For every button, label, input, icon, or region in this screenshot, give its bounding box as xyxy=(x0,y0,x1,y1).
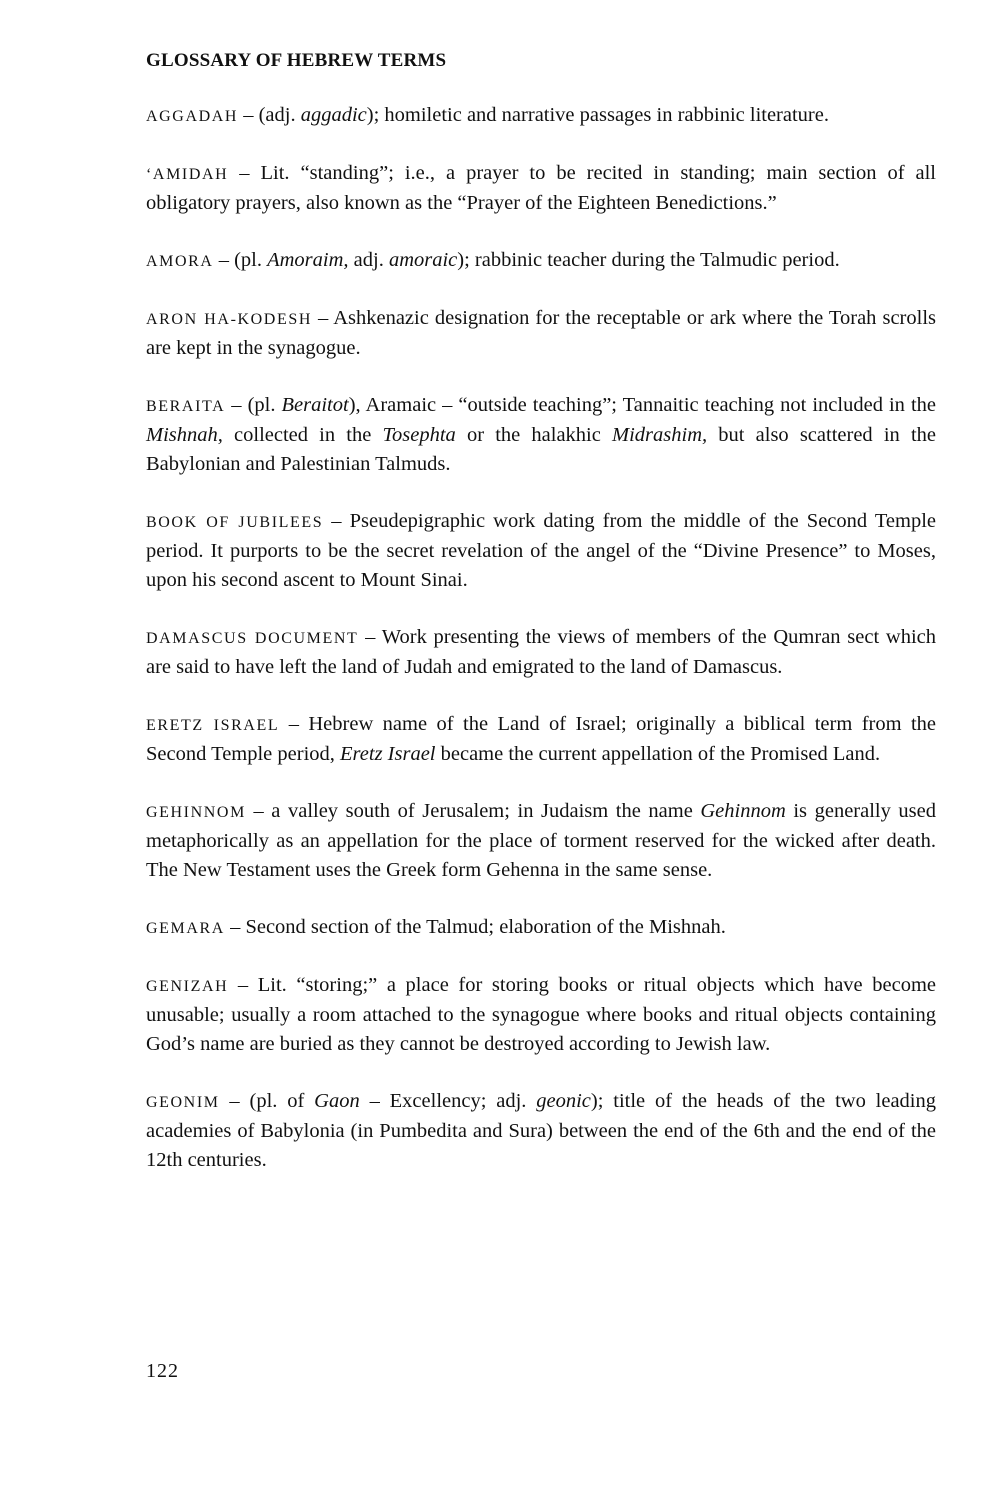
glossary-entry xyxy=(146,797,936,885)
glossary-term: ‘AMIDAH xyxy=(146,166,229,183)
term-separator: – xyxy=(228,974,258,996)
term-separator: – xyxy=(245,800,272,822)
term-separator: – xyxy=(238,104,259,126)
term-separator: – xyxy=(228,162,261,184)
glossary-term: GENIZAH xyxy=(146,978,229,995)
definition-text: Ashkenazic designation for the receptable or ark where the Torah scrolls are kept in the synagogue. xyxy=(146,307,936,359)
glossary-entry xyxy=(146,391,936,479)
italic-term: Mishnah, xyxy=(146,424,223,446)
definition-text: Second section of the Talmud; elaboration of the Mishnah. xyxy=(245,916,726,938)
definition-text: (adj. xyxy=(258,104,301,126)
italic-term: geonic xyxy=(536,1090,591,1112)
definition-text: ); title of the heads of the two leading academies of Babylonia (in Pumbedita and Sura) between the end of the 6th and the end of the 12th centuries. xyxy=(146,1090,936,1171)
glossary-term: DAMASCUS DOCUMENT xyxy=(146,630,359,647)
glossary-term: GEMARA xyxy=(146,920,225,937)
glossary-term: BOOK OF JUBILEES xyxy=(146,514,324,531)
glossary-entry xyxy=(146,710,936,769)
italic-term: amoraic xyxy=(388,249,458,271)
glossary-term: GEHINNOM xyxy=(146,804,246,821)
glossary-entry xyxy=(146,1087,936,1175)
page-number: 122 xyxy=(146,1360,179,1382)
glossary-term: BERAITA xyxy=(146,398,226,415)
glossary-entry xyxy=(146,304,936,363)
term-separator: – xyxy=(224,916,246,938)
italic-term: Gaon xyxy=(314,1090,360,1112)
italic-term: aggadic xyxy=(300,104,367,126)
definition-text: adj. xyxy=(348,249,389,271)
definition-text: but also scattered in the Babylonian and Palestinian Talmuds. xyxy=(146,424,936,475)
italic-term: Amoraim, xyxy=(267,249,349,271)
definition-text: ); rabbinic teacher during the Talmudic period. xyxy=(457,249,840,271)
glossary-term: GEONIM xyxy=(146,1094,220,1111)
term-separator: – xyxy=(219,1090,250,1112)
definition-text: (pl. xyxy=(247,394,282,416)
definition-text: a valley south of Jerusalem; in Judaism the name xyxy=(271,800,701,822)
page-title: GLOSSARY OF HEBREW TERMS xyxy=(146,50,447,71)
definition-text: or the halakhic xyxy=(455,424,613,446)
glossary-term: AMORA xyxy=(146,253,214,270)
glossary-entry xyxy=(146,913,936,943)
term-separator: – xyxy=(225,394,248,416)
glossary-term: ARON HA-KODESH xyxy=(146,311,312,328)
glossary-entry xyxy=(146,159,936,218)
glossary-entry xyxy=(146,623,936,682)
glossary-entry xyxy=(146,101,936,131)
definition-text: Pseudepigraphic work dating from the middle of the Second Temple period. It purports to be the secret revelation of the angel of the “Divine Presence” to Moses, upon his second ascent to Mount Sinai. xyxy=(146,510,937,591)
italic-term: Beraitot xyxy=(281,394,349,416)
definition-text: Lit. “standing”; i.e., a prayer to be recited in standing; main section of all obligatory prayers, also known as the “Prayer of the Eighteen Benedictions.” xyxy=(146,162,937,214)
definition-text: collected in the xyxy=(222,424,383,446)
glossary-page xyxy=(146,48,936,1203)
definition-text: (pl. xyxy=(234,249,268,271)
definition-text: ), Aramaic – “outside teaching”; Tannaitic teaching not included in the xyxy=(348,394,936,416)
definition-text: – Excellency; adj. xyxy=(359,1090,537,1112)
italic-term: Tosephta xyxy=(382,424,456,446)
term-separator: – xyxy=(311,307,334,329)
glossary-term: AGGADAH xyxy=(146,108,239,125)
definition-text: is generally used metaphorically as an appellation for the place of torment reserved for the wicked after death. The New Testament uses the Greek form Gehenna in the same sense. xyxy=(146,800,937,881)
italic-term: Eretz Israel xyxy=(340,743,436,765)
glossary-term: ERETZ ISRAEL xyxy=(146,717,280,734)
definition-text: became the current appellation of the Promised Land. xyxy=(435,743,881,765)
term-separator: – xyxy=(323,510,350,532)
term-separator: – xyxy=(358,626,382,648)
definition-text: Lit. “storing;” a place for storing books or ritual objects which have become unusable; usually a room attached to the synagogue where books and ritual objects containing God’s name are buried as they cannot be destroyed according to Jewish law. xyxy=(146,974,937,1055)
glossary-entry xyxy=(146,246,936,276)
term-separator: – xyxy=(213,249,235,271)
italic-term: Midrashim, xyxy=(612,424,708,446)
glossary-entry xyxy=(146,971,936,1059)
definition-text: ); homiletic and narrative passages in rabbinic literature. xyxy=(366,104,829,126)
definition-text: Hebrew name of the Land of Israel; originally a biblical term from the Second Temple period, xyxy=(146,713,937,765)
italic-term: Gehinnom xyxy=(700,800,786,822)
definition-text: (pl. of xyxy=(249,1090,315,1112)
glossary-entry xyxy=(146,507,936,595)
definition-text: Work presenting the views of members of the Qumran sect which are said to have left the land of Judah and emigrated to the land of Damascus. xyxy=(146,626,936,678)
term-separator: – xyxy=(279,713,309,735)
glossary-entries xyxy=(146,101,936,1175)
